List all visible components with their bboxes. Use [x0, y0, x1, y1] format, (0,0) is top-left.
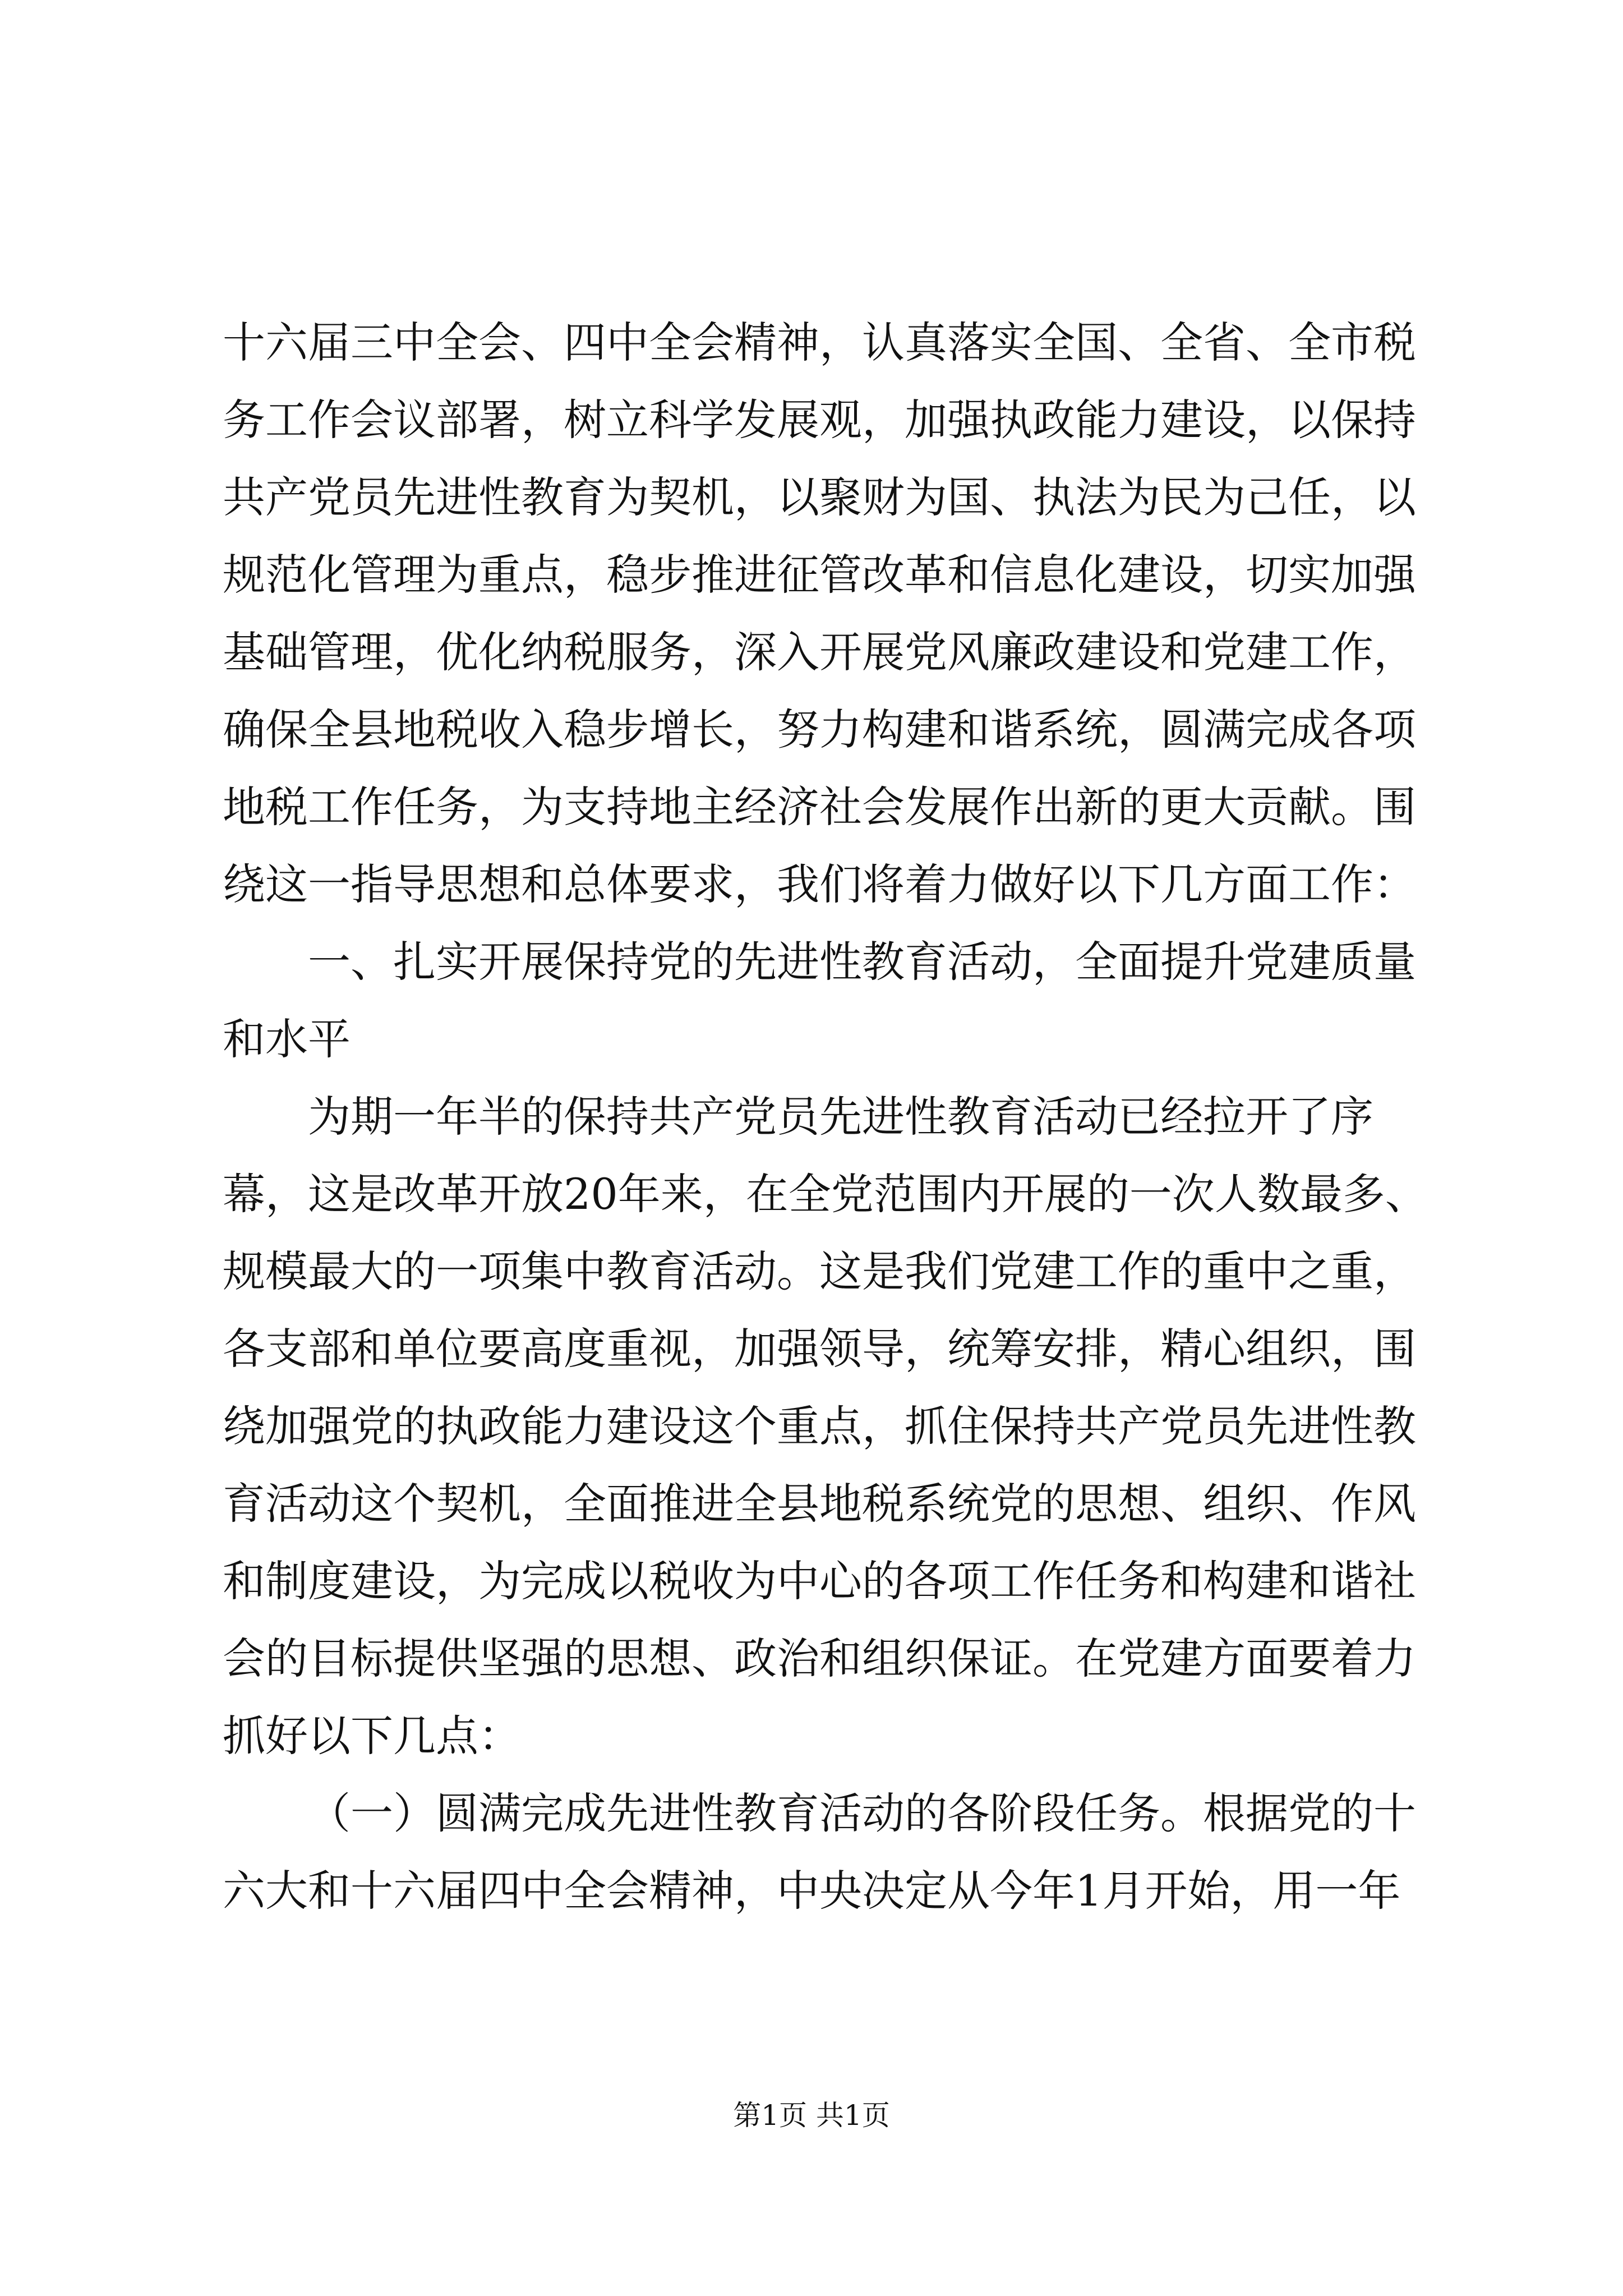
body-line: （一）圆满完成先进性教育活动的各阶段任务。根据党的十 — [308, 1788, 1416, 1838]
body-line: 基础管理，优化纳税服务，深入开展党风廉政建设和党建工作， — [223, 627, 1416, 677]
body-line: 幕，这是改革开放20年来，在全党范围内开展的一次人数最多、 — [223, 1169, 1428, 1219]
body-line: 十六届三中全会、四中全会精神，认真落实全国、全省、全市税 — [223, 318, 1416, 367]
body-line: 会的目标提供坚强的思想、政治和组织保证。在党建方面要着力 — [223, 1634, 1416, 1683]
section-heading-line: 和水平 — [223, 1014, 351, 1064]
page-footer: 第1页 共1页 — [733, 2099, 890, 2132]
body-line: 务工作会议部署，树立科学发展观，加强执政能力建设，以保持 — [223, 395, 1416, 445]
body-line: 各支部和单位要高度重视，加强领导，统筹安排，精心组织，围 — [223, 1324, 1416, 1374]
section-heading-line: 一、扎实开展保持党的先进性教育活动，全面提升党建质量 — [308, 937, 1416, 987]
body-line: 育活动这个契机，全面推进全县地税系统党的思想、组织、作风 — [223, 1479, 1416, 1529]
body-line: 抓好以下几点： — [223, 1711, 521, 1761]
body-line: 六大和十六届四中全会精神，中央决定从今年1月开始，用一年 — [223, 1866, 1401, 1916]
body-line: 为期一年半的保持共产党员先进性教育活动已经拉开了序 — [308, 1092, 1373, 1142]
body-line: 共产党员先进性教育为契机，以聚财为国、执法为民为己任，以 — [223, 472, 1416, 522]
body-line: 绕这一指导思想和总体要求，我们将着力做好以下几方面工作： — [223, 859, 1416, 909]
body-line: 绕加强党的执政能力建设这个重点，抓住保持共产党员先进性教 — [223, 1401, 1416, 1451]
body-line: 规范化管理为重点，稳步推进征管改革和信息化建设，切实加强 — [223, 550, 1416, 600]
body-line: 和制度建设，为完成以税收为中心的各项工作任务和构建和谐社 — [223, 1556, 1416, 1606]
body-line: 确保全县地税收入稳步增长，努力构建和谐系统，圆满完成各项 — [223, 705, 1416, 754]
body-line: 地税工作任务，为支持地主经济社会发展作出新的更大贡献。围 — [223, 782, 1416, 832]
body-line: 规模最大的一项集中教育活动。这是我们党建工作的重中之重， — [223, 1246, 1416, 1296]
